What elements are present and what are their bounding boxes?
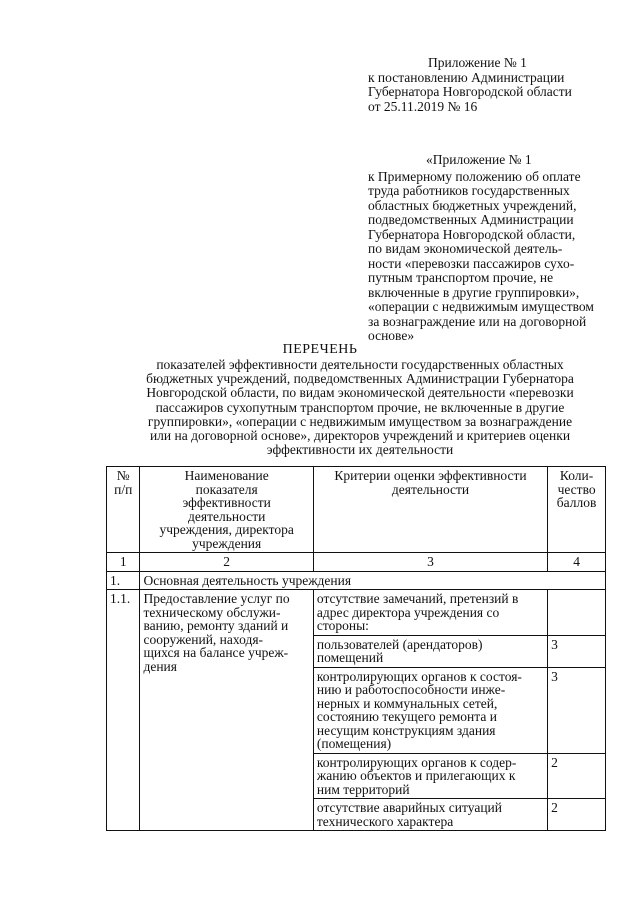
indicators-table bbox=[106, 466, 606, 831]
col-number: 3 bbox=[313, 553, 547, 572]
appendix-2-title: «Приложение № 1 bbox=[426, 152, 532, 167]
section-name: Основная деятельность учреждения bbox=[140, 571, 606, 590]
appendix-1-title: Приложение № 1 bbox=[428, 55, 527, 70]
section-row bbox=[107, 571, 606, 590]
subtitle-line: показателей эффективности деятельности государственных областных bbox=[156, 357, 564, 372]
appendix-2-line: за вознаграждение или на договорной bbox=[368, 313, 587, 329]
score-cell bbox=[548, 590, 606, 636]
col-number: 2 bbox=[140, 553, 313, 572]
subtitle-line: группировки», «операции с недвижимым имуществом за вознаграждение bbox=[147, 413, 573, 429]
appendix-2-line: по видам экономической деятель- bbox=[368, 241, 563, 256]
subtitle-line: бюджетных учреждений, подведомственных Администрации Губернатора bbox=[146, 371, 574, 387]
appendix-2-block bbox=[368, 153, 618, 344]
header-name: Наименование показателя эффективности деятельности учреждения, директора учреждения bbox=[140, 467, 313, 553]
appendix-2-line: основе» bbox=[368, 328, 415, 343]
section-num: 1. bbox=[107, 571, 140, 590]
criteria-cell: контролирующих органов к состоя- нию и работоспособности инже- нерных и коммунальных сетей, состоянию текущего ремонта и несущим конструкциям здания (помещения) bbox=[313, 667, 547, 753]
criteria-cell: пользователей (арендаторов) помещений bbox=[313, 635, 547, 667]
col-number: 4 bbox=[548, 553, 606, 572]
appendix-1-line-1: к постановлению Администрации bbox=[368, 69, 565, 85]
criteria-cell: отсутствие замечаний, претензий в адрес директора учреждения со стороны: bbox=[313, 590, 547, 636]
header-num: № п/п bbox=[107, 467, 140, 553]
appendix-1-line-3: от 25.11.2019 № 16 bbox=[368, 98, 478, 114]
appendix-2-line: подведомственных Администрации bbox=[368, 212, 574, 227]
appendix-2-line: Губернатора Новгородской области, bbox=[368, 226, 576, 242]
col-number: 1 bbox=[107, 553, 140, 572]
subtitle-line: Новгородской области, по видам экономической деятельности «перевозки bbox=[146, 385, 574, 401]
appendix-2-line: путным транспортом прочие, не bbox=[368, 270, 554, 285]
subtitle-line: эффективности их деятельности bbox=[266, 442, 454, 458]
item-num: 1.1. bbox=[107, 590, 140, 831]
subtitle-line: или на договорной основе», директоров учреждений и критериев оценки bbox=[149, 428, 571, 444]
appendix-2-line: «операции с недвижимым имуществом bbox=[368, 299, 594, 314]
criteria-cell: контролирующих органов к содер- жанию объектов и прилегающих к ним территорий bbox=[313, 753, 547, 799]
score-cell: 2 bbox=[548, 799, 606, 831]
score-cell: 3 bbox=[548, 635, 606, 667]
appendix-1-line-2: Губернатора Новгородской области bbox=[368, 84, 572, 99]
subtitle-line: пассажиров сухопутным транспортом прочие, не включенные в другие bbox=[155, 399, 565, 415]
score-cell: 3 bbox=[548, 667, 606, 753]
document-subtitle bbox=[112, 358, 608, 457]
table-header-row bbox=[107, 467, 606, 553]
appendix-1-block bbox=[368, 56, 618, 114]
column-number-row bbox=[107, 553, 606, 572]
item-name: Предоставление услуг по техническому обслужи- ванию, ремонту зданий и сооружений, находя- щихся на балансе учреж- дения bbox=[140, 590, 313, 831]
appendix-2-line: областных бюджетных учреждений, bbox=[368, 197, 577, 213]
score-cell: 2 bbox=[548, 753, 606, 799]
appendix-2-line: труда работников государственных bbox=[368, 183, 570, 198]
header-criteria: Критерии оценки эффективности деятельности bbox=[313, 467, 547, 553]
header-score: Коли- чество баллов bbox=[548, 467, 606, 553]
appendix-2-line: включенные в другие группировки», bbox=[368, 284, 580, 300]
table-row bbox=[107, 590, 606, 636]
criteria-cell: отсутствие аварийных ситуаций технического характера bbox=[313, 799, 547, 831]
document-title: ПЕРЕЧЕНЬ bbox=[282, 342, 358, 357]
appendix-2-line: ности «перевозки пассажиров сухо- bbox=[368, 255, 575, 271]
appendix-2-line: к Примерному положению об оплате bbox=[368, 168, 581, 184]
